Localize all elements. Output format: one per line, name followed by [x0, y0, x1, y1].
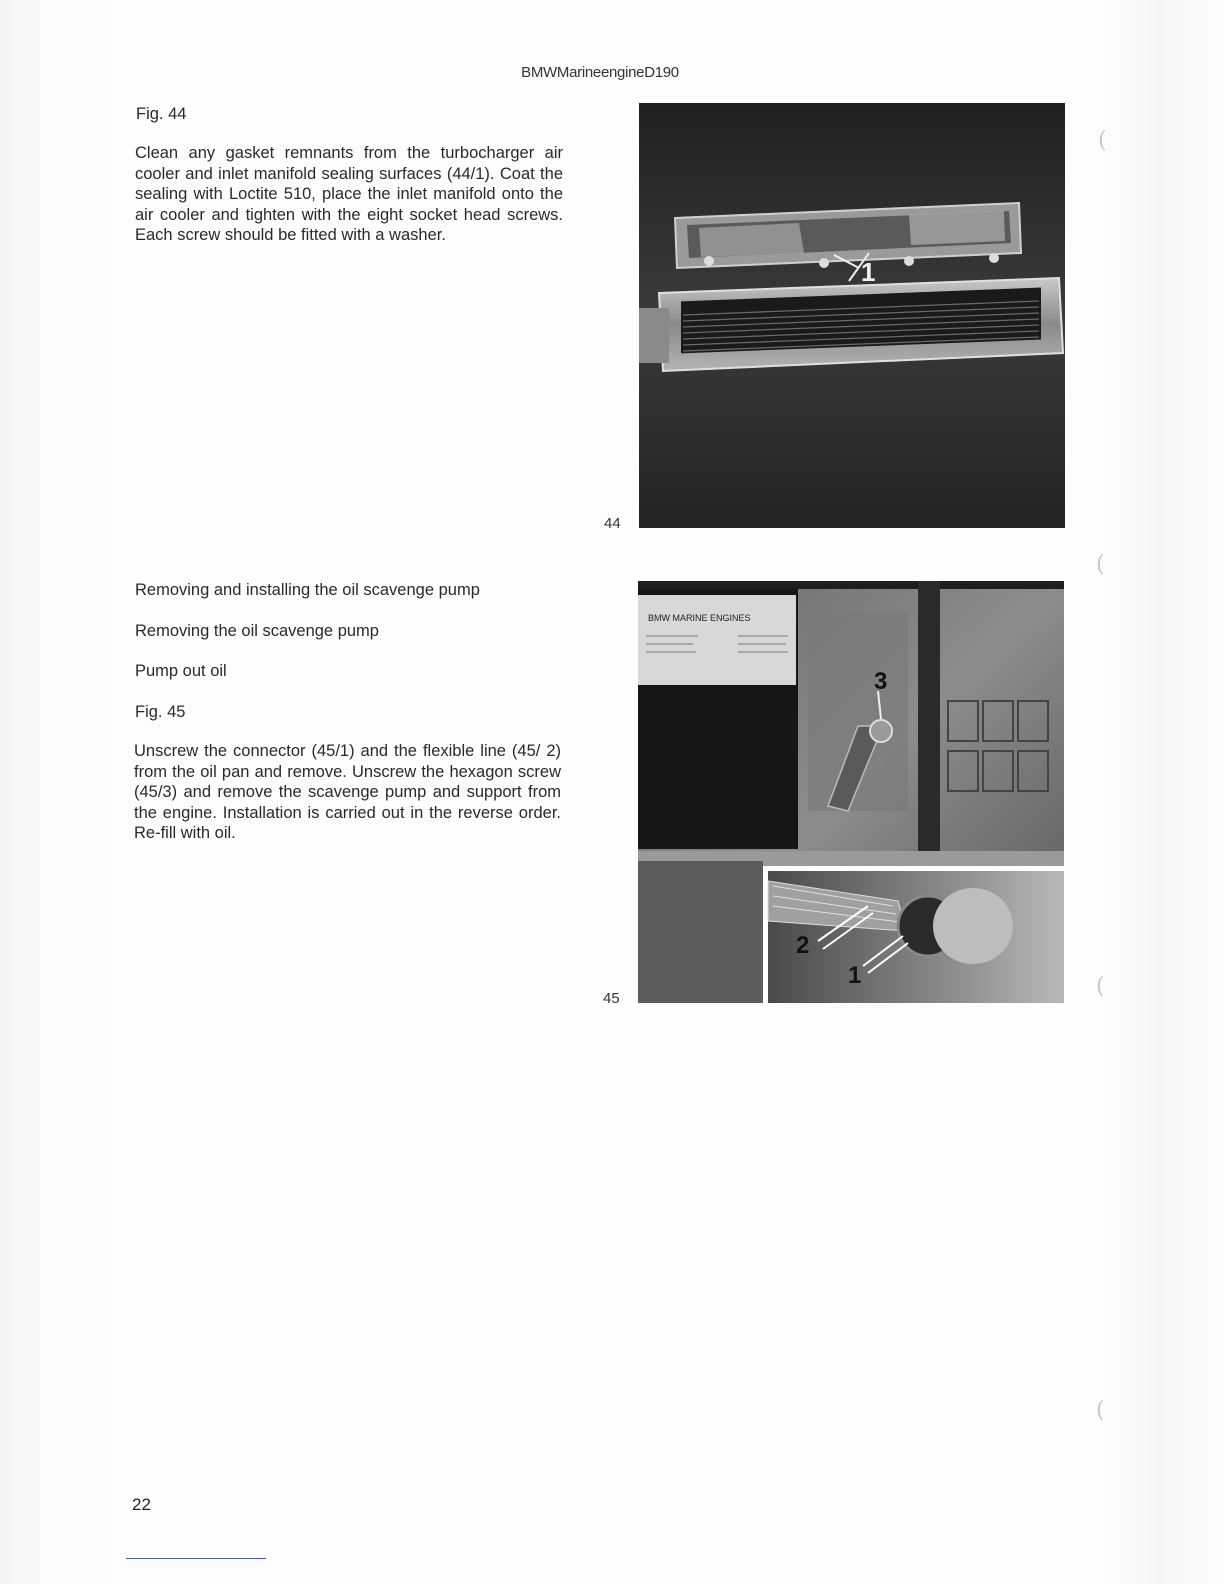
figure-44-callout-1: 1	[861, 257, 876, 287]
procedure-step: Pump out oil	[135, 662, 227, 680]
figure-44-instructions: Clean any gasket remnants from the turbocharger air cooler and inlet manifold sealing surfaces (44/1). Coat the sealing with Loctite 510, place the inlet manifold onto the air cooler and tighten with the eight socket head screws. Each screw should be fitted with a washer.	[135, 144, 563, 244]
binding-mark: (	[1096, 974, 1105, 999]
figure-44-label: Fig. 44	[136, 105, 187, 123]
section-heading: Removing and installing the oil scavenge pump	[135, 581, 480, 599]
figure-45-label: Fig. 45	[135, 703, 186, 721]
page-header: BMWMarineengineD190	[521, 64, 679, 81]
figure-45-instructions: Unscrew the connector (45/1) and the flexible line (45/ 2) from the oil pan and remove. Unscrew the hexagon screw (45/3) and remove the scavenge pump and support from the engine. Installation is carried out in the reverse order. Re-fill with oil.	[134, 742, 561, 842]
figure-45-callout-2: 2	[796, 932, 810, 959]
figure-44-photo	[639, 103, 1065, 528]
figure-45-callout-3: 3	[874, 668, 888, 695]
figure-45-callout-1: 1	[848, 962, 862, 989]
binding-mark: (	[1096, 1398, 1105, 1423]
page-number: 22	[132, 1495, 151, 1514]
section-subheading: Removing the oil scavenge pump	[135, 622, 379, 640]
binding-mark: (	[1096, 552, 1105, 577]
figure-45-number: 45	[603, 990, 620, 1007]
figure-45-photo	[638, 581, 1064, 1003]
figure-44-number: 44	[604, 515, 621, 532]
footer-rule	[126, 1558, 266, 1559]
binding-mark: (	[1098, 128, 1107, 153]
oil-filter-label: BMW MARINE ENGINES	[648, 613, 751, 623]
